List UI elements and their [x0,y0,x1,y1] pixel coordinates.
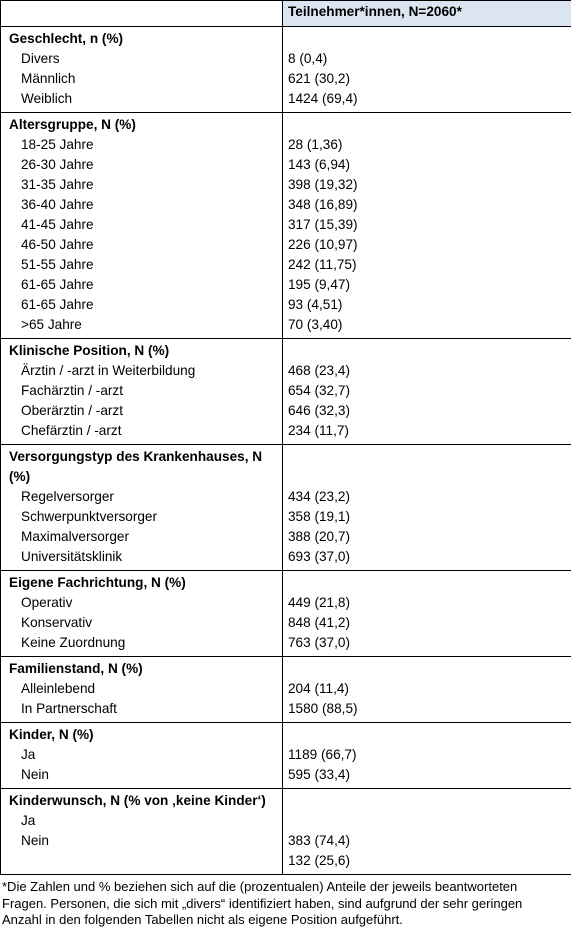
value-text: 234 (11,7) [288,423,349,438]
value-text: 621 (30,2) [288,71,350,86]
section-title: Versorgungstyp des Krankenhauses, N (%) [9,449,263,484]
value-text: 1580 (88,5) [288,701,358,716]
value-text: 383 (74,4) [288,833,350,848]
value-text: 693 (37,0) [288,549,350,564]
section-row [1,445,571,571]
category-label: Ärztin / -arzt in Weiterbildung [21,363,196,378]
value-text: 434 (23,2) [288,489,350,504]
value-text: 1424 (69,4) [288,91,358,106]
value-text: 468 (23,4) [288,363,350,378]
category-label: 61-65 Jahre [21,277,94,292]
category-label: Operativ [21,595,73,610]
table-body [1,27,571,875]
category-label: Divers [21,51,60,66]
value-spacer [283,115,571,135]
section-title: Kinder, N (%) [9,727,94,742]
category-label: 51-55 Jahre [21,257,94,272]
value-text: 8 (0,4) [288,51,328,66]
section-row [1,113,571,339]
category-label: In Partnerschaft [21,701,117,716]
section-value-cell [283,339,571,445]
category-label: Ja [21,813,36,828]
category-label: Nein [21,833,49,848]
category-label: Weiblich [21,91,73,106]
category-label: 31-35 Jahre [21,177,94,192]
section-value-cell [283,723,571,789]
value-text: 654 (32,7) [288,383,350,398]
section-row [1,657,571,723]
category-label: Chefärztin / -arzt [21,423,122,438]
category-label: Maximalversorger [21,529,130,544]
section-title: Kinderwunsch, N (% von ‚keine Kinder‘) [9,793,266,808]
section-label-cell [1,339,283,445]
category-label: 26-30 Jahre [21,157,94,172]
section-value-cell [283,445,571,571]
value-spacer [283,29,571,49]
value-text: 226 (10,97) [288,237,358,252]
value-text: 646 (32,3) [288,403,350,418]
value-text: 242 (11,75) [288,257,357,272]
category-label: 41-45 Jahre [21,217,94,232]
category-label: Keine Zuordnung [21,635,126,650]
value-spacer [283,659,571,679]
category-label: Universitätsklinik [21,549,123,564]
category-label: Fachärztin / -arzt [21,383,123,398]
section-row [1,723,571,789]
footnote: *Die Zahlen und % beziehen sich auf die (prozentualen) Anteile der jeweils beantworteten Fragen. Personen, die sich mit „divers“ identifiziert haben, sind aufgrund der sehr geringen Anzahl in den folgenden Tabellen nicht als eigene Position aufgeführt. [2,879,523,927]
category-label: 36-40 Jahre [21,197,94,212]
section-value-cell [283,27,571,113]
section-value-cell [283,113,571,339]
value-spacer [283,447,571,487]
category-label: >65 Jahre [21,317,82,332]
section-title: Klinische Position, N (%) [9,343,170,358]
section-row [1,571,571,657]
value-spacer [283,725,571,745]
value-text: 348 (16,89) [288,197,358,212]
value-text: 70 (3,40) [288,317,343,332]
value-spacer [283,573,571,593]
section-label-cell [1,27,283,113]
category-label: Schwerpunktversorger [21,509,157,524]
category-label: Konservativ [21,615,93,630]
section-title: Familienstand, N (%) [9,661,143,676]
value-text: 1189 (66,7) [288,747,357,762]
value-text: 398 (19,32) [288,177,358,192]
value-text: 449 (21,8) [288,595,350,610]
section-label-cell [1,445,283,571]
value-text: 763 (37,0) [288,635,350,650]
value-spacer [283,791,571,831]
header-empty-cell [1,1,283,27]
section-label-cell [1,571,283,657]
section-label-cell [1,723,283,789]
section-label-cell [1,113,283,339]
header-participants: Teilnehmer*innen, N=2060* [283,1,571,27]
value-text: 93 (4,51) [288,297,343,312]
category-label: Männlich [21,71,76,86]
value-text: 358 (19,1) [288,509,350,524]
value-text: 848 (41,2) [288,615,350,630]
category-label: Oberärztin / -arzt [21,403,123,418]
value-text: 317 (15,39) [288,217,358,232]
section-row [1,789,571,875]
value-text: 388 (20,7) [288,529,350,544]
section-title: Eigene Fachrichtung, N (%) [9,575,186,590]
category-label: 61-65 Jahre [21,297,94,312]
section-row [1,27,571,113]
category-label: Nein [21,767,49,782]
category-label: Regelversorger [21,489,114,504]
header-row [1,1,571,27]
section-value-cell [283,789,571,875]
value-text: 143 (6,94) [288,157,350,172]
section-label-cell [1,789,283,875]
category-label: Ja [21,747,36,762]
section-row [1,339,571,445]
section-value-cell [283,657,571,723]
value-text: 595 (33,4) [288,767,350,782]
category-label: Alleinlebend [21,681,96,696]
section-title: Geschlecht, n (%) [9,31,124,46]
value-text: 132 (25,6) [288,853,350,868]
value-text: 28 (1,36) [288,137,343,152]
value-spacer [283,341,571,361]
section-title: Altersgruppe, N (%) [9,117,136,132]
section-label-cell [1,657,283,723]
category-label: 18-25 Jahre [21,137,94,152]
section-value-cell [283,571,571,657]
value-text: 195 (9,47) [288,277,350,292]
category-label: 46-50 Jahre [21,237,94,252]
value-text: 204 (11,4) [288,681,349,696]
